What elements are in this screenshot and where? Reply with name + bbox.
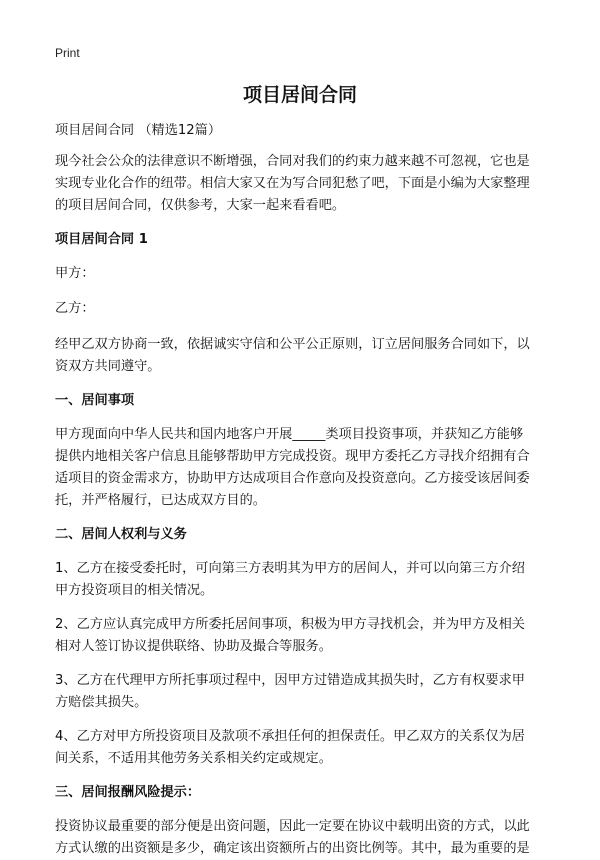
text-line: 3、乙方在代理甲方所托事项过程中，因甲方过错造成其损失时，乙方有权要求甲 [55, 673, 525, 688]
text-line: 现今社会公众的法律意识不断增强，合同对我们的约束力越来越不可忽视，它也是 [55, 154, 530, 169]
text-line: 适项目的资金需求方，协助甲方达成项目合作意向及投资意向。乙方接受该居间委 [55, 471, 530, 486]
text-line: 项目居间合同 1 [55, 232, 148, 247]
text-line: 托，并严格履行，已达成双方目的。 [55, 493, 266, 508]
text-line: 经甲乙双方协商一致，依据诚实守信和公平公正原则，订立居间服务合同如下，以 [55, 337, 530, 352]
text-line: 二、居间人权利与义务 [55, 527, 187, 542]
clause-3 [55, 670, 545, 714]
investment-paragraph [55, 816, 545, 860]
text-line: 甲方： [55, 266, 95, 281]
document-body [55, 120, 545, 860]
text-line: 提供内地相关客户信息且能够帮助甲方完成投资。现甲方委托乙方寻找介绍拥有合 [55, 449, 530, 464]
text-line: 1、乙方在接受委托时，可向第三方表明其为甲方的居间人，并可以向第三方介绍 [55, 561, 525, 576]
text-line: 相对人签订协议提供联络、协助及撮合等服务。 [55, 639, 332, 654]
text-line: 资双方共同遵守。 [55, 359, 161, 374]
text-line: 项目居间合同 （精选12篇） [55, 123, 222, 138]
text-line: 方式认缴的出资额是多少，确定该出资额所占的出资比例等。其中，最为重要的是 [55, 841, 530, 856]
text-line: 投资协议最重要的部分便是出资问题，因此一定要在协议中载明出资的方式，以此 [55, 819, 530, 834]
intermediary-matters-paragraph [55, 424, 545, 512]
text-line: 2、乙方应认真完成甲方所委托居间事项，积极为甲方寻找机会，并为甲方及相关 [55, 617, 525, 632]
page-title: 项目居间合同 [242, 84, 357, 106]
section-heading [55, 229, 545, 251]
text-line: 4、乙方对甲方所投资项目及款项不承担任何的担保责任。甲乙双方的关系仅为居 [55, 729, 525, 744]
text-line: 方赔偿其损失。 [55, 695, 148, 710]
text-line: 乙方： [55, 301, 95, 316]
clause-1 [55, 558, 545, 602]
agreement-paragraph [55, 334, 545, 378]
party-a-line [55, 263, 545, 285]
party-b-line [55, 298, 545, 320]
clause-2 [55, 614, 545, 658]
text-line: 间关系，不适用其他劳务关系相关约定或规定。 [55, 751, 332, 766]
text-line: 三、居间报酬风险提示： [55, 785, 201, 800]
text-line: 的项目居间合同，仅供参考，大家一起来看看吧。 [55, 198, 346, 213]
section-heading [55, 524, 545, 546]
subtitle [55, 120, 545, 142]
text-line: 实现专业化合作的纽带。相信大家又在为写合同犯愁了吧，下面是小编为大家整理 [55, 176, 530, 191]
text-line: 甲方现面向中华人民共和国内地客户开展_____类项目投资事项，并获知乙方能够 [55, 427, 524, 442]
print-label[interactable]: Print [55, 46, 80, 60]
intro-paragraph [55, 151, 545, 217]
section-heading [55, 782, 545, 804]
clause-4 [55, 726, 545, 770]
section-heading [55, 390, 545, 412]
text-line: 一、居间事项 [55, 393, 135, 408]
text-line: 甲方投资项目的相关情况。 [55, 583, 214, 598]
